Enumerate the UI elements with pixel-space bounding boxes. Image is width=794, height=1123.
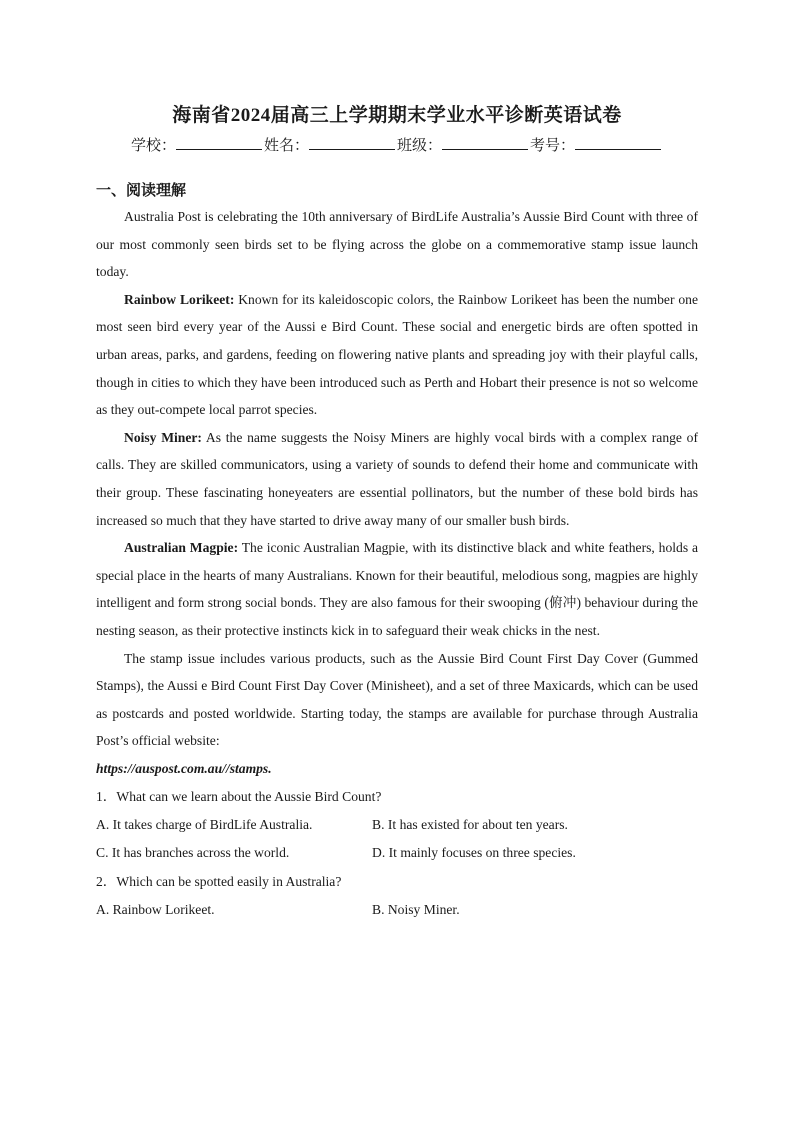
option-c[interactable]: C. It has branches across the world.	[96, 845, 290, 861]
bird-description: Known for its kaleidoscopic colors, the Rainbow Lorikeet has been the number one most seen bird every year of the Aussi e Bird Count. These social and energetic birds are often spotted in urban areas, parks, and gardens, feeding on flowering native plants and spreading joy with their playful calls, though in cities to which they have been introduced such as Perth and Hobart their presence is not so welcome as they out-compete local parrot species.	[96, 291, 698, 418]
bird-name: Noisy Miner:	[124, 429, 202, 445]
school-label: 学校：	[130, 138, 176, 154]
bird-description: The iconic Australian Magpie, with its distinctive black and white feathers, holds a special place in the hearts of many Australians. Known for their beautiful, melodious song, magpies are highly intelligent and form strong social bonds. They are also famous for their swooping (俯冲) behaviour during the nesting season, as their protective instincts kick in to safeguard their weak chicks in the nest.	[96, 540, 698, 638]
section-heading: 一、阅读理解	[96, 183, 187, 199]
bird-paragraph-rainbow-lorikeet	[96, 286, 698, 424]
name-label: 姓名：	[263, 138, 309, 154]
class-label: 班级：	[397, 138, 443, 154]
closing-paragraph: The stamp issue includes various products, such as the Aussie Bird Count First Day Cover (Gummed Stamps), the Aussi e Bird Count First Day Cover (Minisheet), and a set of three Maxicards, which can be used as postcards and posted worldwide. Starting today, the stamps are available for purchase through Australia Post’s official website:	[96, 650, 698, 749]
question-2-stem: 2．Which can be spotted easily in Australia?	[96, 874, 342, 890]
question-1-stem: 1．What can we learn about the Aussie Bird Count?	[96, 789, 382, 805]
bird-paragraph-noisy-miner	[96, 424, 698, 534]
bird-name: Rainbow Lorikeet:	[124, 291, 235, 307]
option-d[interactable]: D. It mainly focuses on three species.	[372, 845, 576, 861]
name-blank[interactable]	[309, 134, 395, 150]
option-a[interactable]: A. It takes charge of BirdLife Australia.	[96, 817, 313, 833]
number-blank[interactable]	[575, 134, 661, 150]
question-1-options-row-2	[96, 839, 698, 867]
exam-title: 海南省2024届高三上学期期末学业水平诊断英语试卷	[172, 105, 622, 126]
class-blank[interactable]	[442, 134, 528, 150]
bird-paragraph-australian-magpie	[96, 534, 698, 644]
option-b[interactable]: B. Noisy Miner.	[372, 902, 460, 918]
option-a[interactable]: A. Rainbow Lorikeet.	[96, 902, 215, 918]
question-1-options-row-1	[96, 811, 698, 839]
student-info-line	[96, 134, 698, 157]
intro-paragraph: Australia Post is celebrating the 10th anniversary of BirdLife Australia’s Aussie Bird Count with three of our most commonly seen birds set to be flying across the globe on a commemorative stamp issue launch today.	[96, 209, 698, 280]
exam-page	[96, 103, 698, 924]
school-blank[interactable]	[176, 134, 262, 150]
option-b[interactable]: B. It has existed for about ten years.	[372, 817, 568, 833]
bird-description: As the name suggests the Noisy Miners are highly vocal birds with a complex range of calls. They are skilled communicators, using a variety of sounds to defend their home and communicate with their group. These fascinating honeyeaters are essential pollinators, but the number of these bold birds has increased so much that they have started to drive away many of our smaller bush birds.	[96, 429, 698, 528]
question-2-options-row-1	[96, 896, 698, 924]
number-label: 考号：	[530, 138, 576, 154]
bird-name: Australian Magpie:	[124, 540, 239, 556]
website-link[interactable]: https://auspost.com.au//stamps.	[96, 760, 272, 776]
